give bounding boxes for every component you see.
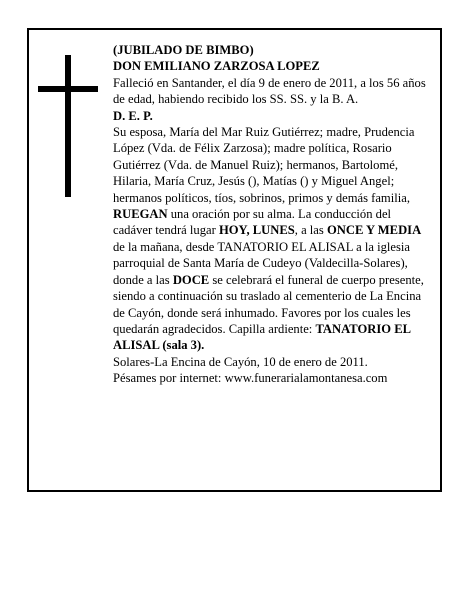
obituary-text	[113, 42, 433, 387]
funeral-request	[113, 206, 433, 354]
condolences-line: Pésames por internet: www.funerarialamontanesa.com	[113, 371, 388, 386]
request-text-4: se celebrará el funeral de cuerpo presente, siendo a continuación su traslado al cementerio de La Encina de Cayón, donde será inhumado. Favores por los cuales les quedarán agradecidos. Capilla ardiente:	[113, 272, 424, 336]
request-text-3: de la mañana, desde TANATORIO EL ALISAL a la iglesia parroquial de Santa María de Cudeyo (Valdecilla-Solares), donde a las	[113, 239, 410, 287]
once-media-text: ONCE Y MEDIA	[326, 223, 422, 238]
place-date: Solares-La Encina de Cayón, 10 de enero de 2011.	[113, 354, 368, 369]
cross-icon	[65, 55, 71, 197]
family-list: Su esposa, María del Mar Ruiz Gutiérrez; madre, Prudencia López (Vda. de Félix Zarzosa); madre política, Rosario Gutiérrez (Vda. de Manuel Ruiz); hermanos, Bartolomé, Hilaria, María Cruz, Jesús (), Matías () y Miguel Angel; hermanos políticos, tíos, sobrinos, primos y demás familia,	[113, 125, 415, 205]
dep-line: D. E. P.	[113, 108, 153, 123]
tanatorio-text: TANATORIO EL ALISAL (sala 3).	[113, 321, 411, 353]
doce-text: DOCE	[172, 272, 210, 287]
retired-line: (JUBILADO DE BIMBO)	[113, 43, 254, 57]
cross-icon-bar	[38, 86, 98, 92]
request-text-2: , a las	[294, 223, 327, 238]
hoy-lunes-text: HOY, LUNES	[218, 223, 295, 238]
death-info: Falleció en Santander, el día 9 de enero de 2011, a los 56 años de edad, habiendo recibido los SS. SS. y la B. A.	[113, 75, 426, 107]
request-text-1: una oración por su alma. La conducción del cadáver tendrá lugar	[113, 207, 392, 238]
ruegan-text: RUEGAN	[113, 207, 168, 222]
deceased-name: DON EMILIANO ZARZOSA LOPEZ	[113, 59, 320, 74]
